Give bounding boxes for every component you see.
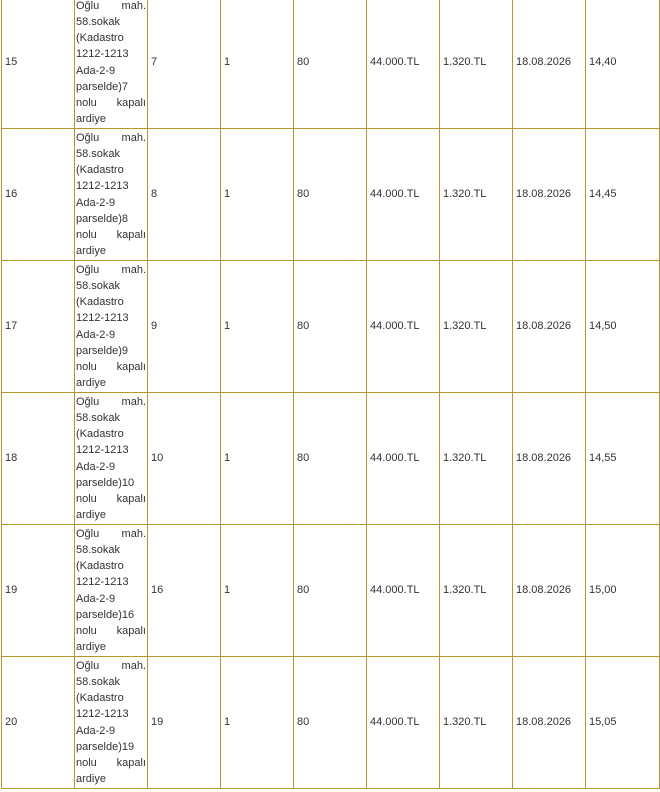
- guarantee-cell: 1.320.TL: [440, 261, 513, 393]
- location-line: 1212-1213: [76, 312, 129, 325]
- date-cell: 18.08.2026: [513, 0, 586, 129]
- auction-table: [1, 0, 660, 789]
- location-line: 58.sokak: [76, 147, 121, 160]
- table-row: [2, 657, 660, 789]
- count-cell: 1: [221, 129, 294, 261]
- estimated-value-cell: 44.000.TL: [367, 261, 440, 393]
- location-line: parselde)19: [76, 740, 135, 753]
- row-number-cell: 20: [2, 657, 75, 789]
- location-line: nolu kapalı: [76, 96, 146, 109]
- location-line: Ada-2-9: [76, 592, 116, 605]
- time-cell: 15,00: [586, 525, 660, 657]
- guarantee-cell: 1.320.TL: [440, 0, 513, 129]
- location-cell: [75, 393, 148, 525]
- location-line: 58.sokak: [76, 411, 121, 424]
- location-line: (Kadastro: [76, 692, 124, 705]
- date-cell: 18.08.2026: [513, 657, 586, 789]
- row-number-cell: 17: [2, 261, 75, 393]
- location-line: 58.sokak: [76, 15, 121, 28]
- location-line: Oğlu mah.: [76, 131, 146, 144]
- ardiye-number-cell: 9: [148, 261, 221, 393]
- estimated-value-cell: 44.000.TL: [367, 657, 440, 789]
- area-cell: 80: [294, 0, 367, 129]
- location-line: ardiye: [76, 641, 106, 654]
- estimated-value-cell: 44.000.TL: [367, 393, 440, 525]
- area-cell: 80: [294, 129, 367, 261]
- location-line: Oğlu mah.: [76, 0, 146, 12]
- location-line: ardiye: [76, 377, 106, 390]
- location-line: nolu kapalı: [76, 624, 146, 637]
- date-cell: 18.08.2026: [513, 393, 586, 525]
- location-line: parselde)10: [76, 476, 135, 489]
- location-line: Ada-2-9: [76, 460, 116, 473]
- table-body: [2, 0, 660, 789]
- location-line: Oğlu mah.: [76, 395, 146, 408]
- location-line: Ada-2-9: [76, 724, 116, 737]
- location-line: Ada-2-9: [76, 328, 116, 341]
- location-cell: [75, 0, 148, 129]
- location-line: 58.sokak: [76, 675, 121, 688]
- ardiye-number-cell: 19: [148, 657, 221, 789]
- location-line: Oğlu mah.: [76, 527, 146, 540]
- table-row: [2, 525, 660, 657]
- location-line: (Kadastro: [76, 32, 124, 45]
- location-cell: [75, 261, 148, 393]
- location-cell: [75, 525, 148, 657]
- table-row: [2, 261, 660, 393]
- location-line: ardiye: [76, 773, 106, 786]
- row-number-cell: 19: [2, 525, 75, 657]
- location-line: ardiye: [76, 245, 106, 258]
- location-line: Ada-2-9: [76, 64, 116, 77]
- date-cell: 18.08.2026: [513, 525, 586, 657]
- time-cell: 14,45: [586, 129, 660, 261]
- count-cell: 1: [221, 393, 294, 525]
- count-cell: 1: [221, 657, 294, 789]
- location-line: 1212-1213: [76, 576, 129, 589]
- location-line: 1212-1213: [76, 180, 129, 193]
- area-cell: 80: [294, 393, 367, 525]
- location-line: (Kadastro: [76, 560, 124, 573]
- ardiye-number-cell: 10: [148, 393, 221, 525]
- time-cell: 14,55: [586, 393, 660, 525]
- ardiye-number-cell: 16: [148, 525, 221, 657]
- row-number-cell: 15: [2, 0, 75, 129]
- row-number-cell: 18: [2, 393, 75, 525]
- location-line: Oğlu mah.: [76, 659, 146, 672]
- location-line: parselde)16: [76, 608, 135, 621]
- location-line: parselde)9: [76, 344, 128, 357]
- location-line: (Kadastro: [76, 296, 124, 309]
- area-cell: 80: [294, 261, 367, 393]
- estimated-value-cell: 44.000.TL: [367, 525, 440, 657]
- count-cell: 1: [221, 261, 294, 393]
- location-line: nolu kapalı: [76, 360, 146, 373]
- location-line: (Kadastro: [76, 428, 124, 441]
- table-row: [2, 0, 660, 129]
- guarantee-cell: 1.320.TL: [440, 657, 513, 789]
- location-line: (Kadastro: [76, 164, 124, 177]
- ardiye-number-cell: 8: [148, 129, 221, 261]
- count-cell: 1: [221, 0, 294, 129]
- location-line: 1212-1213: [76, 48, 129, 61]
- time-cell: 15,05: [586, 657, 660, 789]
- estimated-value-cell: 44.000.TL: [367, 0, 440, 129]
- guarantee-cell: 1.320.TL: [440, 129, 513, 261]
- ardiye-number-cell: 7: [148, 0, 221, 129]
- table-row: [2, 393, 660, 525]
- location-line: Oğlu mah.: [76, 263, 146, 276]
- time-cell: 14,40: [586, 0, 660, 129]
- table-row: [2, 129, 660, 261]
- location-cell: [75, 657, 148, 789]
- location-line: nolu kapalı: [76, 228, 146, 241]
- area-cell: 80: [294, 525, 367, 657]
- time-cell: 14,50: [586, 261, 660, 393]
- guarantee-cell: 1.320.TL: [440, 525, 513, 657]
- location-line: ardiye: [76, 113, 106, 126]
- location-line: parselde)8: [76, 212, 128, 225]
- guarantee-cell: 1.320.TL: [440, 393, 513, 525]
- location-line: nolu kapalı: [76, 756, 146, 769]
- location-line: 1212-1213: [76, 444, 129, 457]
- location-line: 1212-1213: [76, 708, 129, 721]
- location-line: 58.sokak: [76, 279, 121, 292]
- area-cell: 80: [294, 657, 367, 789]
- date-cell: 18.08.2026: [513, 261, 586, 393]
- location-cell: [75, 129, 148, 261]
- location-line: 58.sokak: [76, 543, 121, 556]
- location-line: ardiye: [76, 509, 106, 522]
- estimated-value-cell: 44.000.TL: [367, 129, 440, 261]
- location-line: parselde)7: [76, 80, 128, 93]
- location-line: Ada-2-9: [76, 196, 116, 209]
- row-number-cell: 16: [2, 129, 75, 261]
- count-cell: 1: [221, 525, 294, 657]
- location-line: nolu kapalı: [76, 492, 146, 505]
- date-cell: 18.08.2026: [513, 129, 586, 261]
